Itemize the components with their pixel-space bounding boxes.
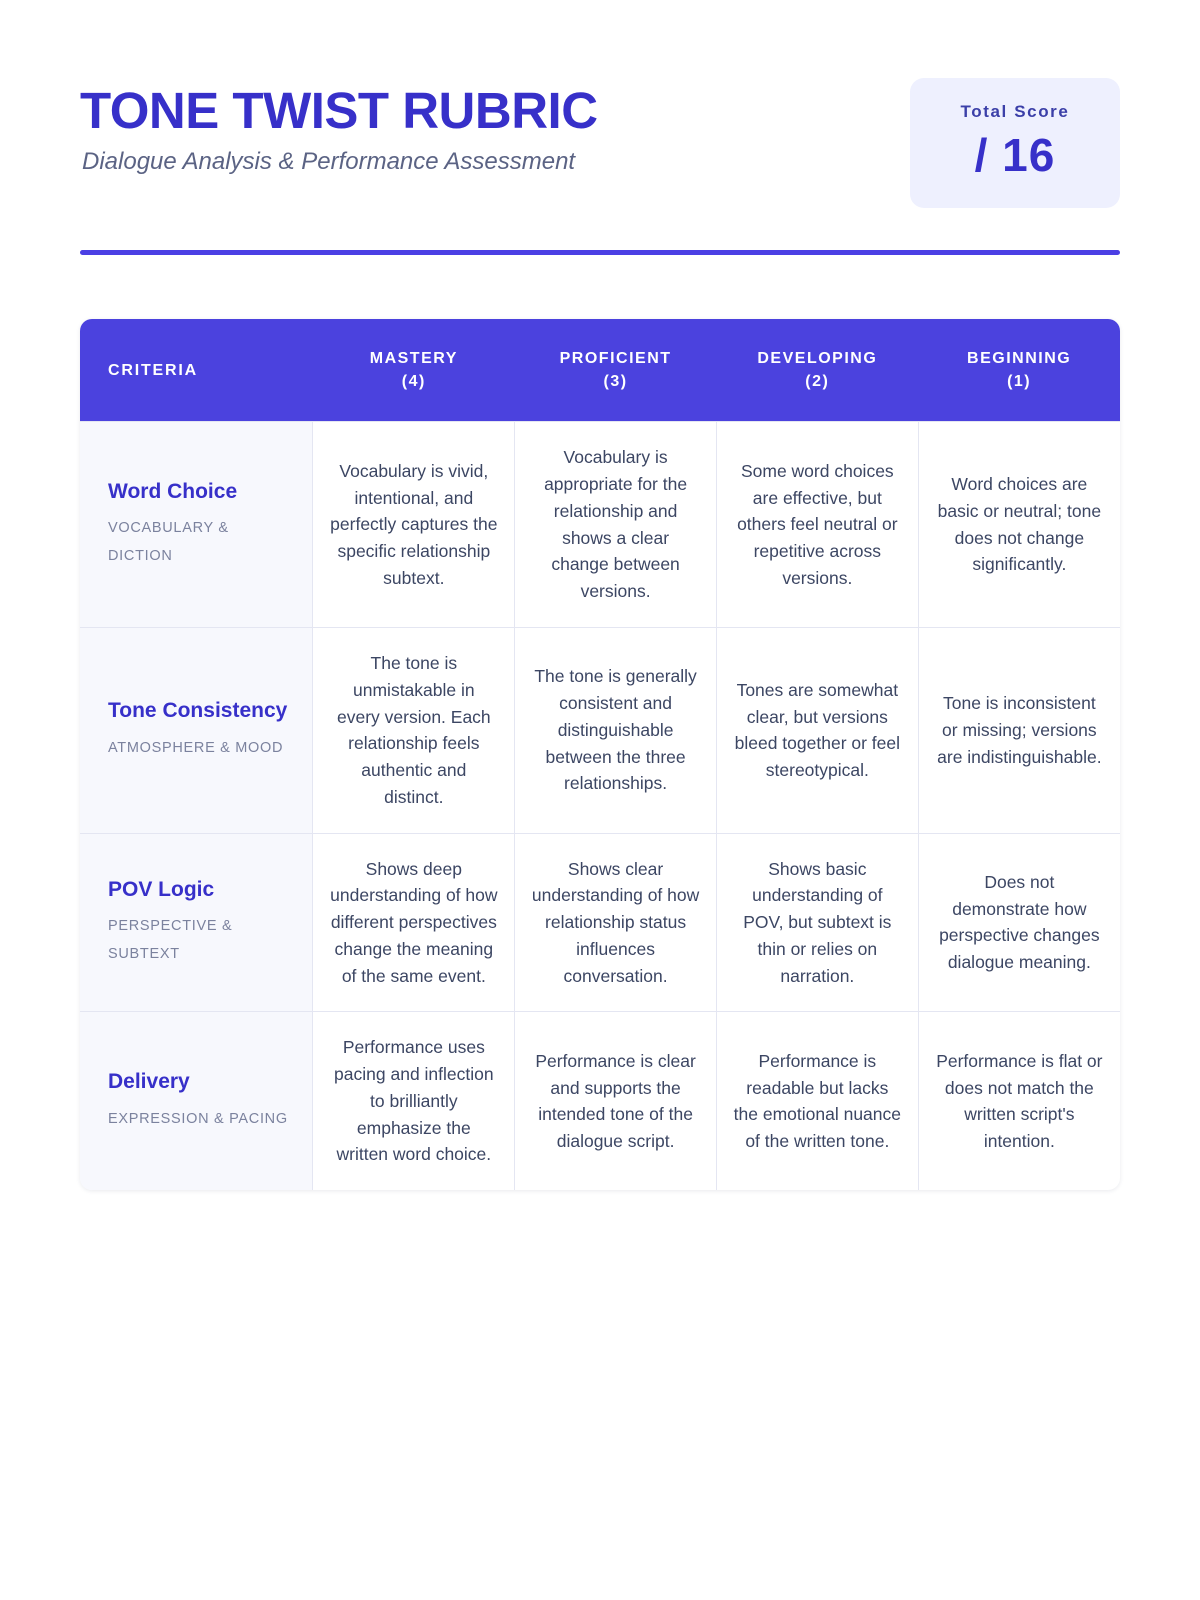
table-head bbox=[80, 319, 1120, 422]
criteria-subtitle: VOCABULARY & DICTION bbox=[108, 520, 229, 564]
cell-proficient: Vocabulary is appropriate for the relationship and shows a clear change between versions. bbox=[515, 422, 717, 628]
cell-proficient: Performance is clear and supports the intended tone of the dialogue script. bbox=[515, 1012, 717, 1190]
table-body bbox=[80, 422, 1120, 1190]
cell-mastery: The tone is unmistakable in every version. Each relationship feels authentic and distinct. bbox=[313, 627, 515, 833]
table-row bbox=[80, 627, 1120, 833]
cell-beginning: Does not demonstrate how perspective changes dialogue meaning. bbox=[918, 833, 1120, 1012]
criteria-name: Word Choice bbox=[108, 480, 238, 503]
criteria-cell bbox=[80, 1012, 313, 1190]
total-score-box bbox=[910, 78, 1120, 208]
cell-developing: Some word choices are effective, but others feel neutral or repetitive across versions. bbox=[716, 422, 918, 628]
column-header-developing-points: (2) bbox=[805, 373, 830, 391]
cell-developing: Tones are somewhat clear, but versions bleed together or feel stereotypical. bbox=[716, 627, 918, 833]
table-header-row bbox=[80, 319, 1120, 422]
column-header-beginning-points: (1) bbox=[1007, 373, 1032, 391]
header-divider bbox=[80, 250, 1120, 255]
title-block bbox=[80, 78, 598, 176]
cell-mastery: Shows deep understanding of how different perspectives change the meaning of the same event. bbox=[313, 833, 515, 1012]
cell-beginning: Tone is inconsistent or missing; versions are indistinguishable. bbox=[918, 627, 1120, 833]
column-header-proficient-label: PROFICIENT bbox=[559, 350, 672, 367]
column-header-mastery bbox=[313, 319, 515, 422]
criteria-name: POV Logic bbox=[108, 877, 215, 901]
column-header-proficient bbox=[515, 319, 717, 422]
criteria-cell bbox=[80, 833, 313, 1012]
rubric-table bbox=[80, 319, 1120, 1190]
cell-mastery: Vocabulary is vivid, intentional, and perfectly captures the specific relationship subtext. bbox=[313, 422, 515, 628]
total-score-value: / 16 bbox=[974, 129, 1056, 181]
cell-beginning: Performance is flat or does not match the written script's intention. bbox=[918, 1012, 1120, 1190]
column-header-criteria: CRITERIA bbox=[80, 319, 313, 422]
table-row bbox=[80, 1012, 1120, 1190]
column-header-developing bbox=[716, 319, 918, 422]
criteria-name: Delivery bbox=[108, 1070, 190, 1094]
column-header-proficient-points: (3) bbox=[603, 373, 628, 391]
cell-mastery: Performance uses pacing and inflection to brilliantly emphasize the written word choice. bbox=[313, 1012, 515, 1190]
column-header-beginning bbox=[918, 319, 1120, 422]
cell-developing: Performance is readable but lacks the emotional nuance of the written tone. bbox=[716, 1012, 918, 1190]
cell-proficient: The tone is generally consistent and distinguishable between the three relationships. bbox=[515, 627, 717, 833]
column-header-mastery-points: (4) bbox=[401, 373, 426, 391]
column-header-mastery-label: MASTERY bbox=[369, 350, 458, 367]
page-title: TONE TWIST RUBRIC bbox=[80, 82, 598, 139]
cell-beginning: Word choices are basic or neutral; tone does not change significantly. bbox=[918, 422, 1120, 628]
cell-developing: Shows basic understanding of POV, but subtext is thin or relies on narration. bbox=[716, 833, 918, 1012]
criteria-subtitle: EXPRESSION & PACING bbox=[108, 1110, 288, 1127]
criteria-subtitle: PERSPECTIVE & SUBTEXT bbox=[108, 918, 233, 962]
page-subtitle: Dialogue Analysis & Performance Assessment bbox=[82, 147, 576, 175]
criteria-name: Tone Consistency bbox=[108, 699, 288, 723]
criteria-cell bbox=[80, 422, 313, 628]
rubric-table-wrap bbox=[80, 319, 1120, 1190]
total-score-label: Total Score bbox=[960, 102, 1070, 121]
table-row bbox=[80, 833, 1120, 1012]
page-header bbox=[80, 78, 1120, 208]
criteria-cell bbox=[80, 627, 313, 833]
table-row bbox=[80, 422, 1120, 628]
column-header-developing-label: DEVELOPING bbox=[757, 350, 878, 367]
column-header-beginning-label: BEGINNING bbox=[967, 350, 1072, 367]
cell-proficient: Shows clear understanding of how relationship status influences conversation. bbox=[515, 833, 717, 1012]
criteria-subtitle: ATMOSPHERE & MOOD bbox=[108, 739, 284, 756]
